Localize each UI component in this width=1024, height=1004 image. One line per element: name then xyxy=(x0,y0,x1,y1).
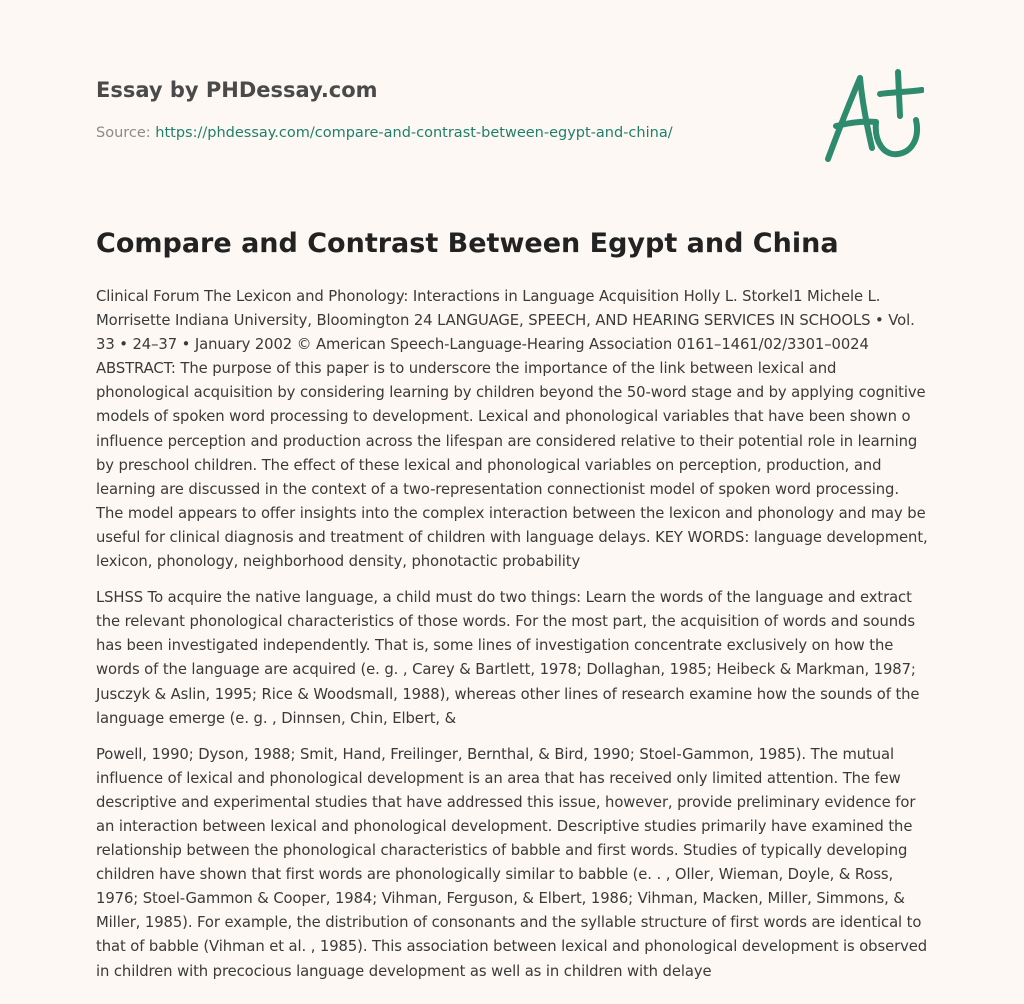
a-plus-icon xyxy=(814,64,924,168)
source-line xyxy=(96,123,673,143)
paragraph: LSHSS To acquire the native language, a child must do two things: Learn the words of the language and extract the relevant phonological characteristics of those words. For the most part, the acquisition of words and sounds has been investigated independently. That is, some lines of investigation concentrate exclusively on how the words of the language are acquired (e. g. , Carey & Bartlett, 1978; Dollaghan, 1985; Heibeck & Markman, 1987; Jusczyk & Aslin, 1995; Rice & Woodsmall, 1988), whereas other lines of research examine how the sounds of the language emerge (e. g. , Dinnsen, Chin, Elbert, & xyxy=(96,589,920,727)
article-title: Compare and Contrast Between Egypt and China xyxy=(96,228,839,259)
site-brand: Essay by PHDessay.com xyxy=(96,78,378,102)
source-link[interactable]: https://phdessay.com/compare-and-contrast-between-egypt-and-china/ xyxy=(155,125,673,141)
paragraph: Powell, 1990; Dyson, 1988; Smit, Hand, Freilinger, Bernthal, & Bird, 1990; Stoel-Gammon, 1985). The mutual influence of lexical and phonological development is an area that has received only limited attention. The few descriptive and experimental studies that have addressed this issue, however, provide preliminary evidence for an interaction between lexical and phonological development. Descriptive studies primarily have examined the relationship between the phonological characteristics of babble and first words. Studies of typically developing children have shown that first words are phonologically similar to babble (e. . , Oller, Wieman, Doyle, & Ross, 1976; Stoel-Gammon & Cooper, 1984; Vihman, Ferguson, & Elbert, 1986; Vihman, Macken, Miller, Simmons, & Miller, 1985). For example, the distribution of consonants and the syllable structure of first words are identical to that of babble (Vihman et al. , 1985). This association between lexical and phonological development is observed in children with precocious language development as well as in children with delaye xyxy=(96,745,928,980)
source-label: Source: xyxy=(96,125,156,141)
paragraph: Clinical Forum The Lexicon and Phonology: Interactions in Language Acquisition Holly L. Storkel1 Michele L. Morrisette Indiana University, Bloomington 24 LANGUAGE, SPEECH, AND HEARING SERVICES IN SCHOOLS • Vol. 33 • 24–37 • January 2002 © American Speech-Language-Hearing Association 0161–1461/02/3301–0024 ABSTRACT: The purpose of this paper is to underscore the importance of the link between lexical and phonological acquisition by considering learning by children beyond the 50-word stage and by applying cognitive models of spoken word processing to development. Lexical and phonological variables that have been shown o influence perception and production across the lifespan are considered relative to their potential role in learning by preschool children. The effect of these lexical and phonological variables on perception, production, and learning are discussed in the context of a two-representation connectionist model of spoken word processing. The model appears to offer insights into the complex interaction between the lexicon and phonology and may be useful for clinical diagnosis and treatment of children with language delays. KEY WORDS: language development, lexicon, phonology, neighborhood density, phonotactic probability xyxy=(96,288,928,571)
article-body xyxy=(96,285,928,996)
